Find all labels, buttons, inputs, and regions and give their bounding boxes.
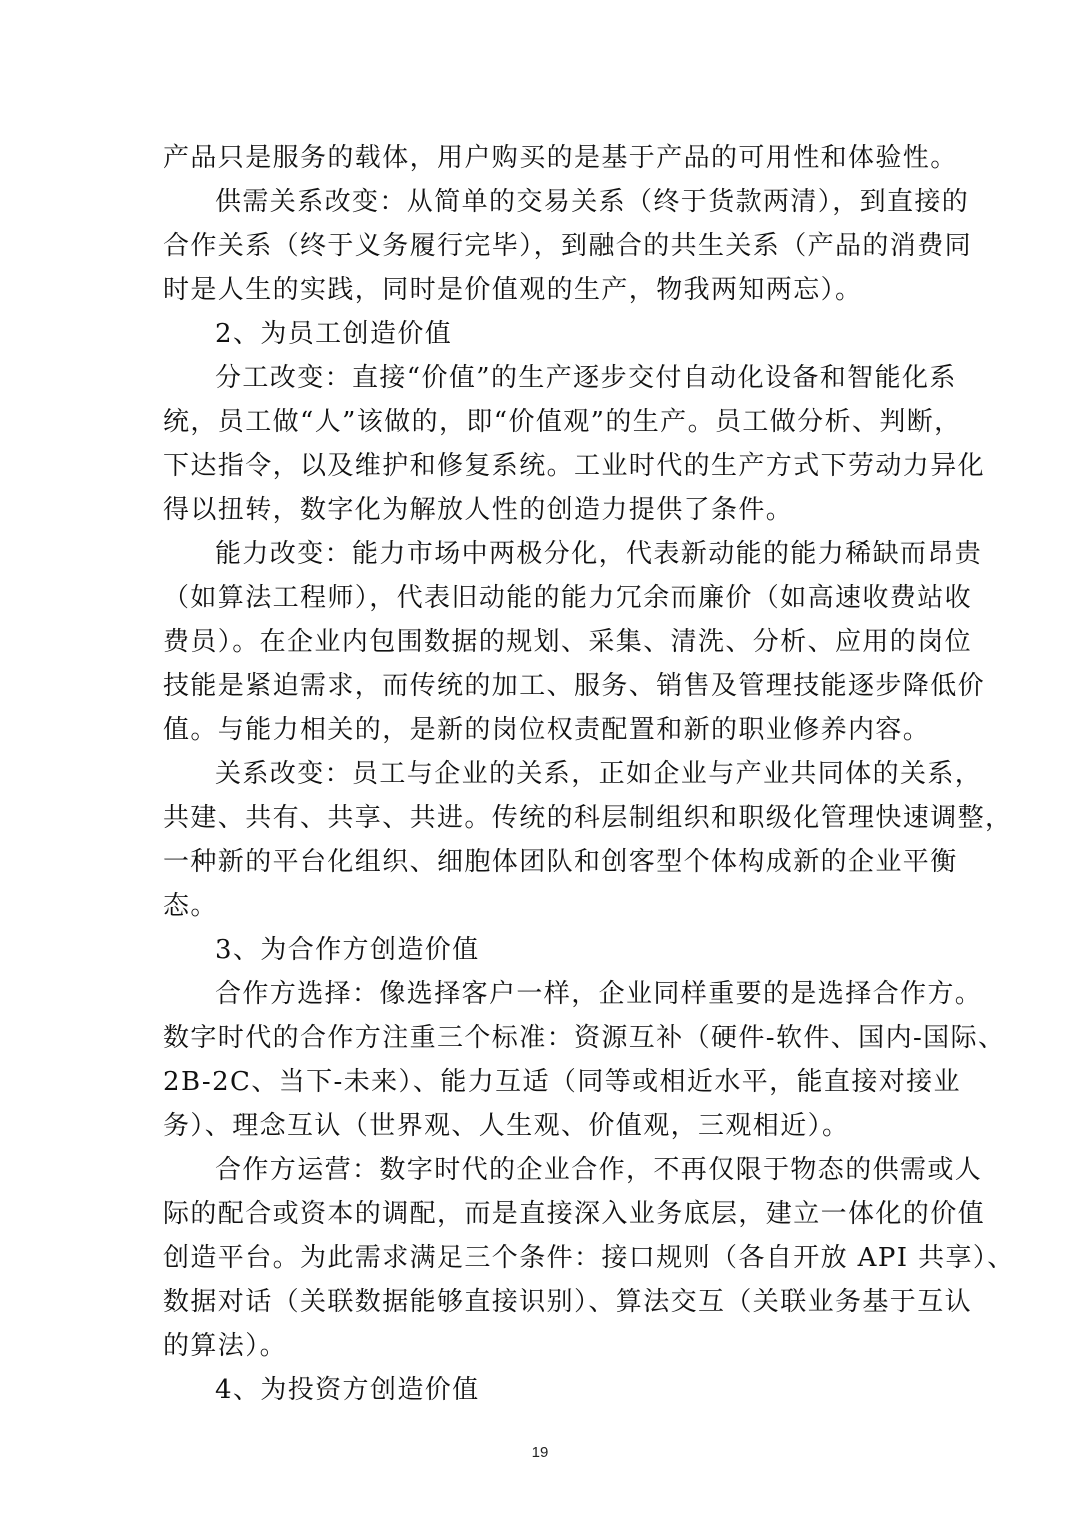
text-line: 创造平台。为此需求满足三个条件：接口规则（各自开放 API 共享）、 (163, 1243, 1015, 1273)
paragraph-supply-demand: 供需关系改变：从简单的交易关系（终于货款两清），到直接的 (215, 187, 970, 217)
text-line: 务）、理念互认（世界观、人生观、价值观，三观相近）。 (163, 1111, 850, 1141)
text-line: 值。与能力相关的，是新的岗位权责配置和新的职业修养内容。 (163, 715, 931, 745)
text-line: 共建、共有、共享、共进。传统的科层制组织和职级化管理快速调整， (163, 803, 1013, 833)
text-line: 统，员工做“人”该做的，即“价值观”的生产。员工做分析、判断， (163, 407, 962, 437)
text-line: 态。 (163, 891, 218, 921)
text-line: 时是人生的实践，同时是价值观的生产，物我两知两忘）。 (163, 275, 863, 305)
text-line: 费员）。在企业内包围数据的规划、采集、清洗、分析、应用的岗位 (163, 627, 973, 657)
text-line: 技能是紧迫需求，而传统的加工、服务、销售及管理技能逐步降低价 (163, 671, 986, 701)
paragraph-relationship-change: 关系改变：员工与企业的关系，正如企业与产业共同体的关系， (215, 759, 983, 789)
section-heading-partners: 3、为合作方创造价值 (215, 935, 480, 965)
paragraph-division-of-labor: 分工改变：直接“价值”的生产逐步交付自动化设备和智能化系 (215, 363, 957, 393)
text-line: 产品只是服务的载体，用户购买的是基于产品的可用性和体验性。 (163, 143, 958, 173)
text-line: 的算法）。 (163, 1331, 288, 1361)
text-line: 际的配合或资本的调配，而是直接深入业务底层，建立一体化的价值 (163, 1199, 986, 1229)
text-line: 下达指令，以及维护和修复系统。工业时代的生产方式下劳动力异化 (163, 451, 986, 481)
paragraph-partner-selection: 合作方选择：像选择客户一样，企业同样重要的是选择合作方。 (215, 979, 983, 1009)
paragraph-partner-operations: 合作方运营：数字时代的企业合作，不再仅限于物态的供需或人 (215, 1155, 983, 1185)
text-line: 数据对话（关联数据能够直接识别）、算法交互（关联业务基于互认 (163, 1287, 973, 1317)
page-number: 19 (531, 1444, 549, 1461)
text-line: 合作关系（终于义务履行完毕），到融合的共生关系（产品的消费同 (163, 231, 973, 261)
text-line: 数字时代的合作方注重三个标准：资源互补（硬件-软件、国内-国际、 (163, 1023, 1006, 1053)
section-heading-employees: 2、为员工创造价值 (215, 319, 453, 349)
text-line: 2B-2C、当下-未来）、能力互适（同等或相近水平，能直接对接业 (163, 1067, 961, 1097)
text-line: 得以扭转，数字化为解放人性的创造力提供了条件。 (163, 495, 794, 525)
text-line: 一种新的平台化组织、细胞体团队和创客型个体构成新的企业平衡 (163, 847, 958, 877)
document-page (163, 136, 1015, 1412)
paragraph-capability-change: 能力改变：能力市场中两极分化，代表新动能的能力稀缺而昂贵 (215, 539, 983, 569)
text-line: （如算法工程师），代表旧动能的能力冗余而廉价（如高速收费站收 (163, 583, 973, 613)
section-heading-investors: 4、为投资方创造价值 (215, 1375, 480, 1405)
